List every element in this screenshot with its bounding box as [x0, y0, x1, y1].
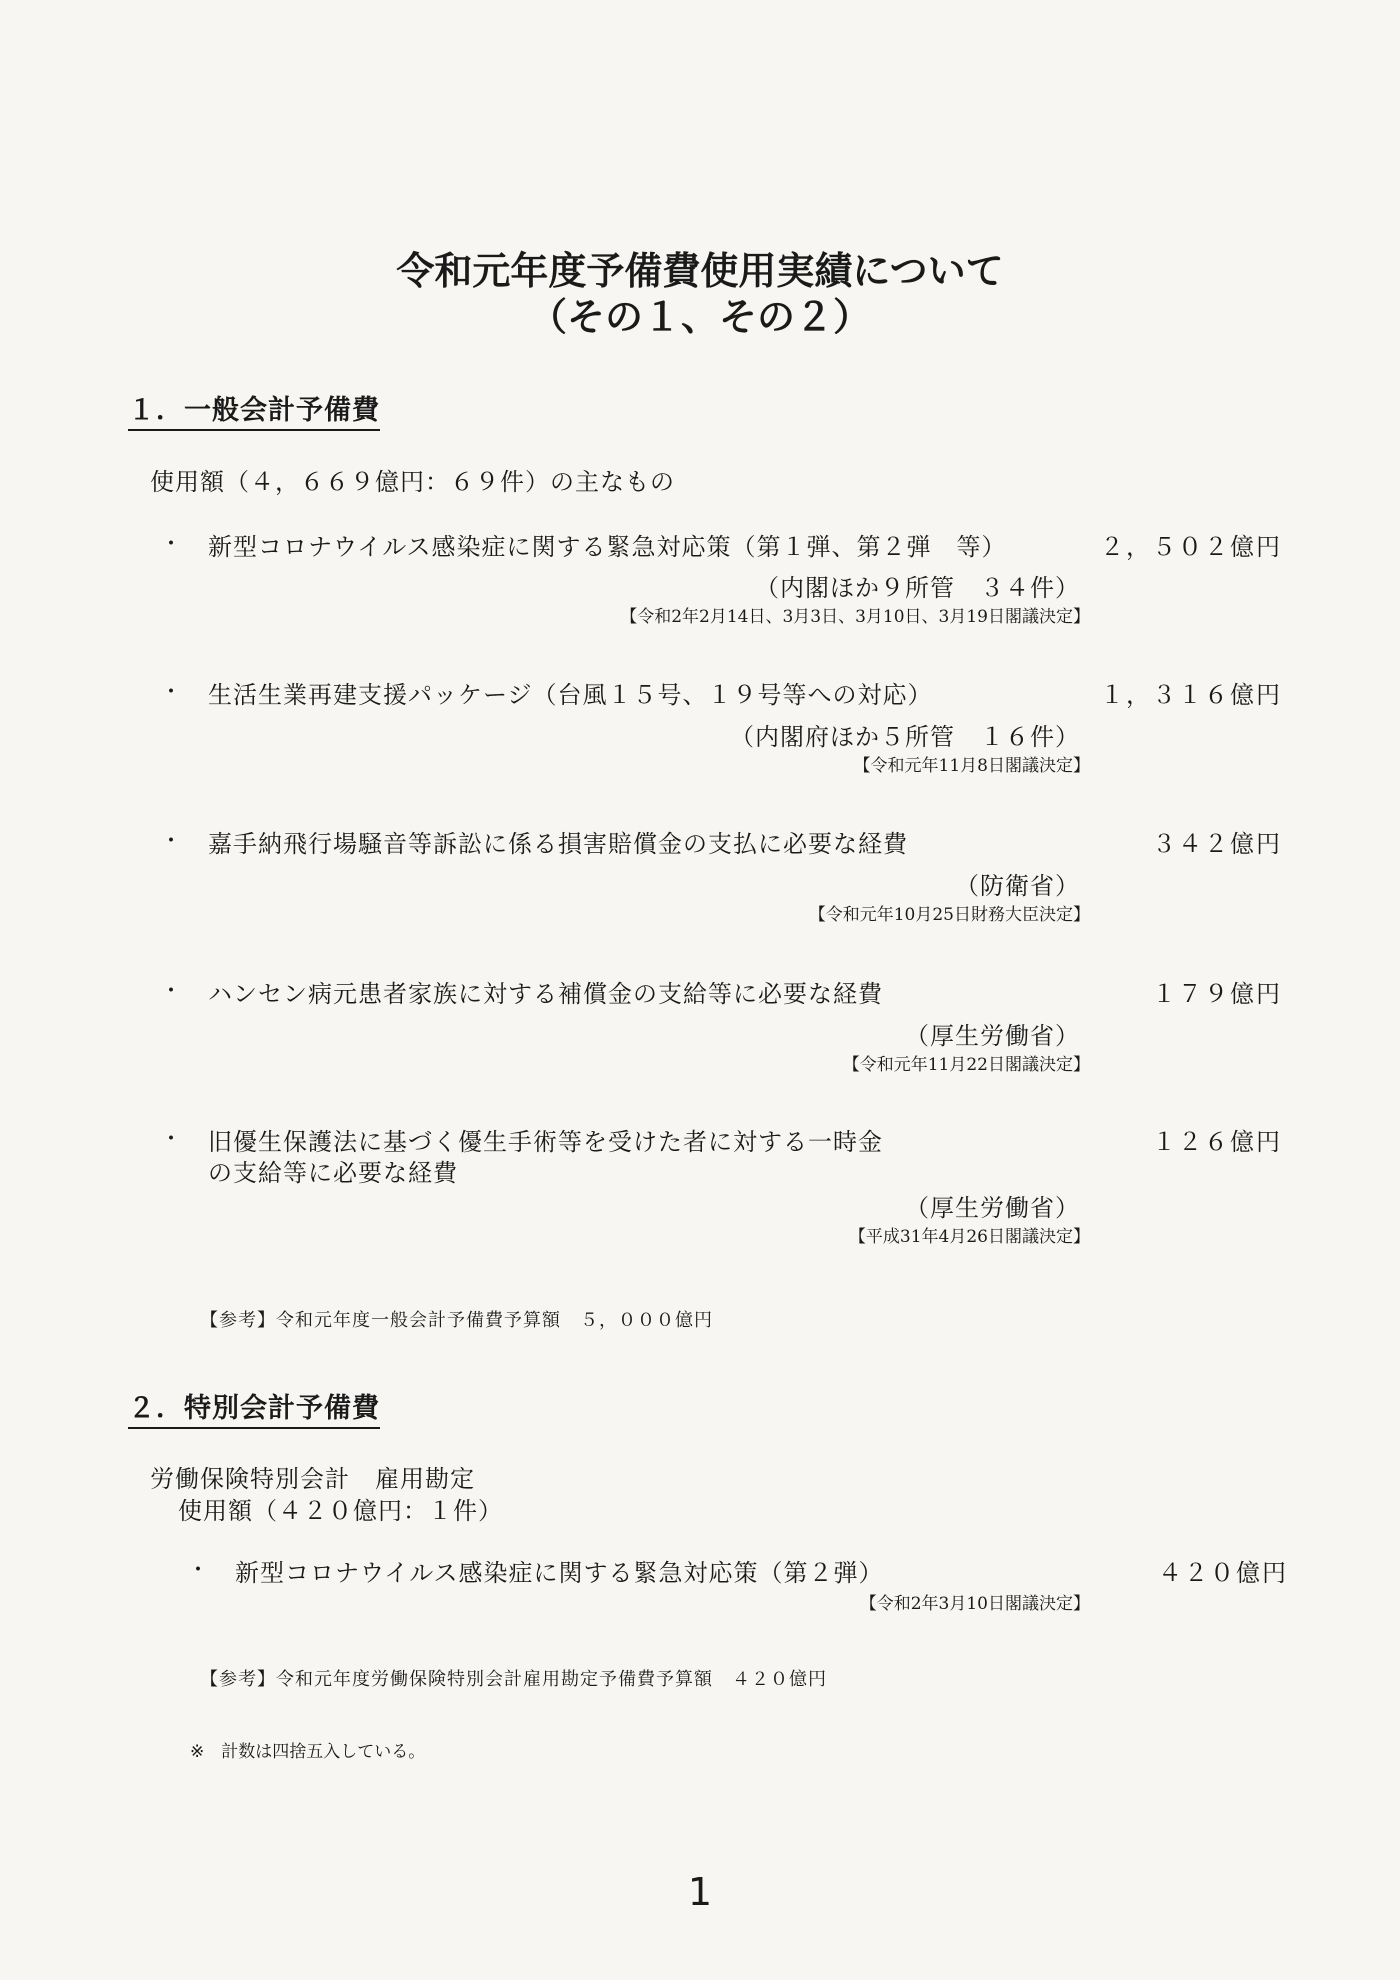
item1-ministry: （内閣ほか９所管 ３４件） [755, 574, 1080, 602]
item2-bullet: ・ [160, 680, 183, 705]
section1-reference: 【参考】令和元年度一般会計予備費予算額 ５，０００億円 [200, 1310, 713, 1331]
document-title [0, 248, 1400, 340]
item5-text: 旧優生保護法に基づく優生手術等を受けた者に対する一時金 [208, 1128, 883, 1156]
item3-text: 嘉手納飛行場騒音等訴訟に係る損害賠償金の支払に必要な経費 [208, 830, 908, 858]
page-number: 1 [687, 1870, 713, 1914]
section2-item-bullet: ・ [187, 1558, 210, 1583]
item5-text-line2: の支給等に必要な経費 [208, 1159, 458, 1187]
footnote: ※ 計数は四捨五入している。 [190, 1742, 426, 1762]
item2-decision: 【令和元年11月8日閣議決定】 [853, 756, 1090, 776]
section2-account: 労働保険特別会計 雇用勘定 [150, 1465, 475, 1493]
item2-text: 生活生業再建支援パッケージ（台風１５号、１９号等への対応） [208, 681, 933, 709]
item1-text: 新型コロナウイルス感染症に関する緊急対応策（第１弾、第２弾 等） [208, 533, 1007, 561]
item5-ministry: （厚生労働省） [905, 1194, 1080, 1222]
item1-decision: 【令和2年2月14日、3月3日、3月10日、3月19日閣議決定】 [620, 607, 1090, 627]
item4-decision: 【令和元年11月22日閣議決定】 [842, 1055, 1090, 1075]
title-line-1: 令和元年度予備費使用実績について [396, 249, 1004, 293]
item5-bullet: ・ [160, 1127, 183, 1152]
item4-text: ハンセン病元患者家族に対する補償金の支給等に必要な経費 [208, 980, 883, 1008]
item3-bullet: ・ [160, 829, 183, 854]
item1-bullet: ・ [160, 532, 183, 557]
item4-bullet: ・ [160, 979, 183, 1004]
section2-item-decision: 【令和2年3月10日閣議決定】 [859, 1594, 1090, 1614]
section2-item-amount: ４２０億円 [1158, 1559, 1288, 1587]
section2-heading: ２．特別会計予備費 [128, 1386, 380, 1429]
section2-item-text: 新型コロナウイルス感染症に関する緊急対応策（第２弾） [235, 1559, 884, 1587]
item4-ministry: （厚生労働省） [905, 1022, 1080, 1050]
item5-decision: 【平成31年4月26日閣議決定】 [848, 1227, 1090, 1247]
item3-decision: 【令和元年10月25日財務大臣決定】 [808, 905, 1090, 925]
item3-ministry: （防衛省） [955, 872, 1080, 900]
item2-ministry: （内閣府ほか５所管 １６件） [730, 723, 1080, 751]
item4-amount: １７９億円 [1152, 980, 1282, 1008]
item2-amount: １，３１６億円 [1100, 681, 1282, 709]
section2-reference: 【参考】令和元年度労働保険特別会計雇用勘定予備費予算額 ４２０億円 [200, 1669, 827, 1690]
item1-amount: ２，５０２億円 [1100, 533, 1282, 561]
item5-amount: １２６億円 [1152, 1128, 1282, 1156]
section1-summary: 使用額（４，６６９億円：６９件）の主なもの [150, 468, 675, 496]
item3-amount: ３４２億円 [1152, 830, 1282, 858]
section1-heading: １．一般会計予備費 [128, 388, 380, 431]
title-line-2: （その１、その２） [528, 295, 871, 339]
section2-summary: 使用額（４２０億円：１件） [178, 1497, 503, 1525]
